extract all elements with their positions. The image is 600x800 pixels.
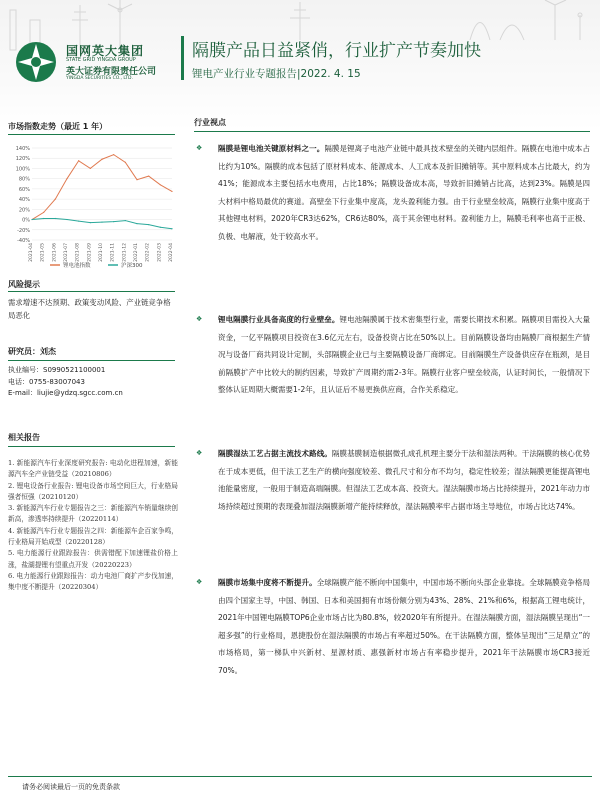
chart-series-line [32,219,172,229]
chart-data-point [43,212,44,213]
report-subtitle: 锂电产业行业专题报告|2022. 4. 15 [192,68,361,80]
chart-legend-label: 锂电池指数 [63,263,91,269]
analyst-heading: 研究员：刘杰 [8,347,56,356]
chart-data-point [78,160,79,161]
related-report-item: 2. 锂电设备行业报告: 锂电设备市场空间巨大，行业格局强者恒强（20210120） [8,481,178,501]
chart-y-tick-label: -20% [17,227,30,234]
bullet-icon: ❖ [196,578,203,586]
chart-data-point [136,223,137,224]
chart-data-point [171,228,172,229]
market-index-chart [8,142,176,272]
paragraph-4 [196,574,590,680]
paragraph-body: 隔膜是锂离子电池产业链中最具技术壁垒的关键内层组件。隔膜在电池中成本占比约为10%。隔膜的成本包括了原材料成本、能源成本、人工成本及折旧摊销等。其中原料成本占比最大，约为41%；能源成本主要包括水电费用，占比18%；隔膜设备成本高，导致折旧摊销占比高，达到23%。隔膜是四大材料中格局最优的赛道。高壁垒下行业集中度高，龙头盈利能力强。由于行业壁垒较高，隔膜行业集中度高于其他锂电材料，2020年CR3达62%，CR6达80%，高于其余锂电材料。盈利能力上，隔膜毛利率也高于正极、负极、电解液，处于较高水平。 [218,144,590,241]
chart-data-point [101,159,102,160]
chart-data-point [113,221,114,222]
chart-x-tick-label: 2021-11 [110,243,116,262]
chart-data-point [90,222,91,223]
section-heading-divider [194,131,590,132]
related-report-item: 1. 新能源汽车行业深度研究报告: 电动化进程加速，新能源汽车全产业链受益（20210806） [8,459,178,479]
paragraph-lead: 锂电隔膜行业具备高度的行业壁垒。 [218,315,340,324]
chart-data-point [125,220,126,221]
market-index-chart-svg [8,142,176,272]
chart-data-point [78,220,79,221]
chart-data-point [136,179,137,180]
sub-company-name-cn: 英大证券有限责任公司 [66,67,157,77]
analyst-id: 执业编号：S0990521100001 [8,366,106,374]
chart-data-point [160,227,161,228]
analyst-phone: 电话：0755-83007043 [8,377,85,386]
chart-data-point [55,218,56,219]
chart-data-point [125,162,126,163]
chart-legend-label: 沪深300 [121,263,143,269]
chart-data-point [31,219,32,220]
chart-y-tick-label: 60% [18,186,30,193]
chart-data-point [148,176,149,177]
chart-x-tick-label: 2021-08 [75,243,81,262]
chart-data-point [66,219,67,220]
chart-series-line [32,155,172,220]
paragraph-lead: 隔膜湿法工艺占据主流技术路线。 [218,449,332,458]
chart-data-point [66,178,67,179]
sub-company-name-en: YINGDA SECURITIES CO., LTD. [66,76,133,81]
chart-y-tick-label: 80% [18,176,30,183]
report-title: 隔膜产品日益紧俏，行业扩产节奏加快 [192,41,481,61]
company-name-en: STATE GRID YINGDA GROUP [66,57,136,63]
paragraph-body: 锂电池隔膜属于技术密集型行业，需要长期技术积累。隔膜项目需投入大量资金，一亿平隔膜项目投资在3.6亿元左右，设备投资占比在50%以上。目前隔膜设备均由隔膜厂商根据生产情况与设备厂商共同设计定制，头部隔膜企业已与主要隔膜设备厂商绑定。目前隔膜生产设备供应存在瓶颈，是目前隔膜扩产中比较大的制约因素，导致扩产周期约需2-3年。隔膜行业客户壁垒较高，认证时间长，一般情况下整体认证周期大概需要1-2年，且认证后不易更换供应商，合作关系稳定。 [218,315,590,395]
analyst-heading-divider [8,360,175,361]
paragraph-body: 全球隔膜产能不断向中国集中，中国市场不断向头部企业靠拢。全球隔膜竞争格局由四个国家主导，中国、韩国、日本和美国拥有市场份额分别为43%、28%、21%和6%，根据高工锂电统计，2021年中国锂电隔膜TOP6企业市场占比为80.8%，较2020年有所提升。在湿法隔膜方面，湿法隔膜呈现出“一超多强”的行业格局，恩捷股份在湿法隔膜的市场占有率超过50%。在干法隔膜方面，整体呈现出“三足鼎立”的市场格局，第一梯队中兴新材、星源材质、惠强新材市场占有率稳步提升，2021年干法隔膜市场CR3接近70%。 [218,578,590,675]
footer-disclaimer: 请务必阅读最后一页的免责条款 [22,783,120,791]
related-reports-divider [8,446,175,447]
risk-text: 需求增速不达预期、政策变动风险、产业链竞争格局恶化 [8,298,171,320]
chart-x-tick-label: 2021-10 [99,243,104,262]
chart-data-point [55,199,56,200]
chart-y-tick-label: 0% [22,217,30,224]
chart-x-tick-label: 2021-09 [87,243,93,262]
related-reports-heading: 相关报告 [8,433,40,442]
related-report-item: 3. 新能源汽车行业专题报告之三：新能源汽车销量继续创新高，渗透率持续提升（20220114） [8,504,178,524]
analyst-email: E-mail：liujie@ydzq.sgcc.com.cn [8,389,123,397]
state-grid-logo-icon [14,40,58,84]
title-accent-bar [181,36,184,80]
risk-heading-divider [8,291,175,292]
chart-x-tick-label: 2022-02 [145,243,151,262]
chart-x-tick-label: 2022-01 [134,243,139,262]
chart-data-point [43,218,44,219]
chart-y-tick-label: 120% [15,156,30,163]
chart-x-tick-label: 2021-04 [29,243,34,262]
paragraph-body: 隔膜基膜制造根据微孔成孔机理主要分干法和湿法两种。干法隔膜的核心优势在于成本更低，但干法工艺生产的横向强度较差、微孔尺寸和分布不均匀，稳定性较差；湿法隔膜更能提高锂电池能量密度，一般用于制造高端隔膜。但湿法工艺成本高、投资大。湿法隔膜市场占比持续提升，2021年动力市场持续超过预期的表现叠加湿法隔膜新增产能持续释放，湿法隔膜率牢占据市场主导地位，市场占比达74%。 [218,449,590,511]
bullet-icon: ❖ [196,144,203,152]
chart-x-tick-label: 2021-06 [52,243,58,262]
section-heading: 行业视点 [194,118,226,127]
related-report-item: 4. 新能源汽车行业专题报告之四：新能源车企百家争鸣，行业格局开始成型（20220128） [8,526,178,547]
chart-x-tick-label: 2022-03 [157,243,163,262]
chart-x-tick-label: 2021-05 [40,243,46,262]
company-logo [14,38,174,88]
bullet-icon: ❖ [196,449,203,457]
chart-x-tick-label: 2021-07 [64,243,69,262]
chart-y-tick-label: 140% [15,146,30,152]
chart-data-point [171,191,172,192]
chart-data-point [113,154,114,155]
chart-heading: 市场指数走势（最近 1 年） [8,122,108,131]
chart-x-tick-label: 2021-12 [122,243,128,262]
paragraph-3 [196,445,590,515]
chart-y-tick-label: -40% [17,238,30,244]
chart-y-tick-label: 40% [18,197,30,204]
chart-data-point [101,222,102,223]
paragraph-2 [196,311,590,399]
company-name-cn: 国网英大集团 [66,44,145,58]
paragraph-lead: 隔膜市场集中度将不断提升。 [218,578,317,587]
chart-data-point [148,224,149,225]
chart-y-tick-label: 20% [18,207,30,214]
paragraph-lead: 隔膜是锂电池关键原材料之一。 [218,144,325,153]
related-report-item: 6. 电力能源行业跟踪报告：动力电池厂商扩产步伐加速，集中度不断提升（20220304） [8,571,178,592]
chart-y-tick-label: 100% [15,166,30,173]
related-report-item: 5. 电力能源行业跟踪报告：供需错配下加速锂盐价格上涨，盐湖提锂有望重点开发（20220223） [8,549,178,569]
chart-x-tick-label: 2022-04 [169,243,174,262]
analyst-info [8,365,123,400]
bullet-icon: ❖ [196,315,203,323]
paragraph-1 [196,140,590,246]
related-reports-list [8,458,178,594]
chart-data-point [160,184,161,185]
chart-heading-divider [8,134,175,135]
chart-data-point [90,168,91,169]
footer-divider [8,776,592,777]
risk-heading: 风险提示 [8,280,40,289]
